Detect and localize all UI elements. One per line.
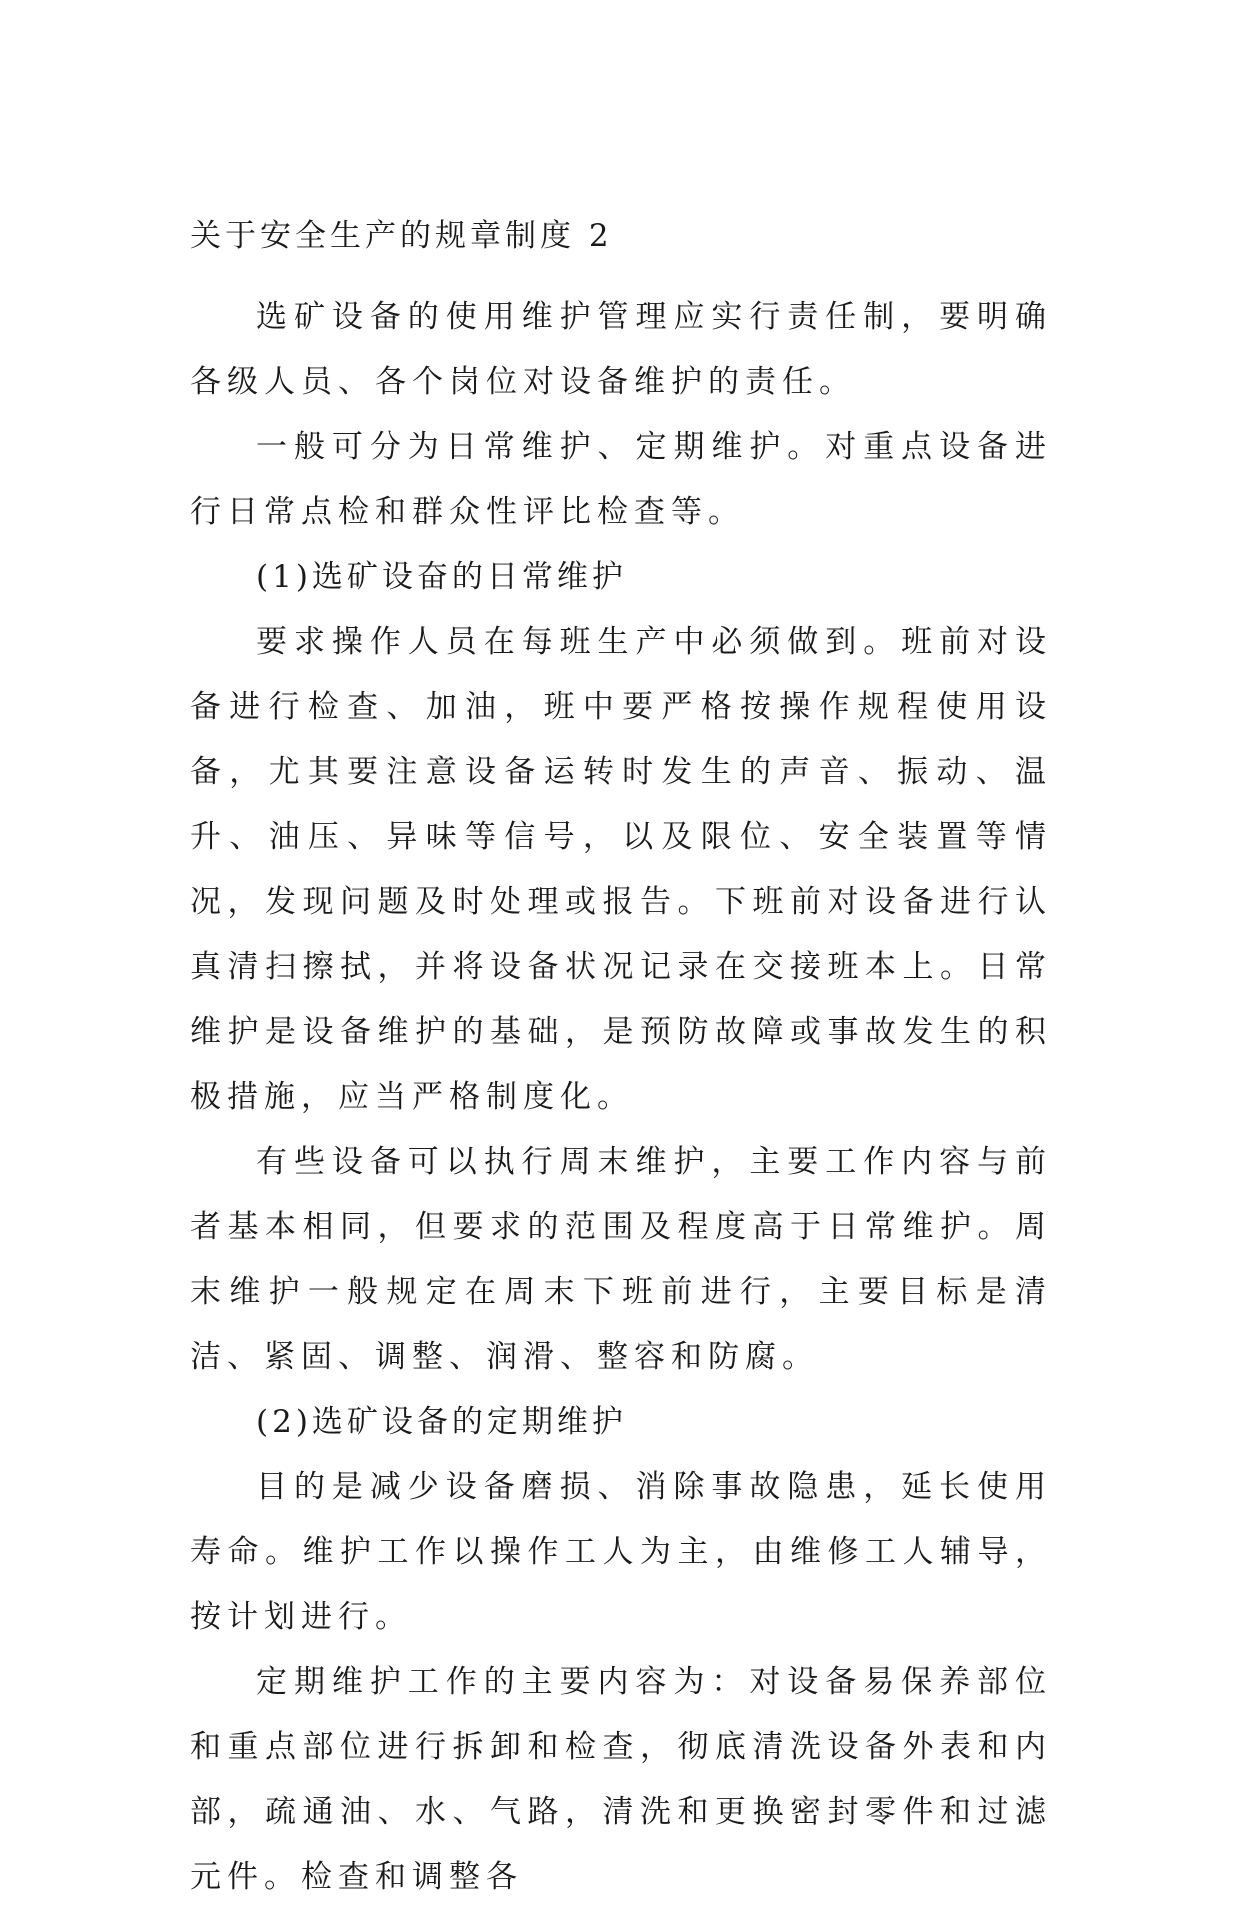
document-title: 关于安全生产的规章制度 2 [190,218,613,254]
document-page [190,216,1052,1910]
paragraph-maintenance-types: 一般可分为日常维护、定期维护。对重点设备进行日常点检和群众性评比检查等。 [190,429,1052,530]
paragraph-daily-maintenance: 要求操作人员在每班生产中必须做到。班前对设备进行检查、加油，班中要严格按操作规程使用设备，尤其要注意设备运转时发生的声音、振动、温升、油压、异味等信号，以及限位、安全装置等情况，发现问题及时处理或报告。下班前对设备进行认真清扫擦拭，并将设备状况记录在交接班本上。日常维护是设备维护的基础，是预防故障或事故发生的积极措施，应当严格制度化。 [190,624,1052,1115]
section-heading-periodic-maintenance: (2)选矿设备的定期维护 [256,1404,627,1440]
section-heading-daily-maintenance: (1)选矿设奋的日常维护 [256,559,627,595]
paragraph-periodic-purpose: 目的是减少设备磨损、消除事故隐患，延长使用寿命。维护工作以操作工人为主，由维修工人辅导，按计划进行。 [190,1469,1052,1635]
paragraph-weekend-maintenance: 有些设备可以执行周末维护，主要工作内容与前者基本相同，但要求的范围及程度高于日常维护。周末维护一般规定在周末下班前进行，主要目标是清洁、紧固、调整、润滑、整容和防腐。 [190,1144,1052,1375]
paragraph-responsibility: 选矿设备的使用维护管理应实行责任制，要明确各级人员、各个岗位对设备维护的责任。 [190,299,1052,400]
paragraph-periodic-content: 定期维护工作的主要内容为：对设备易保养部位和重点部位进行拆卸和检查，彻底清洗设备外表和内部，疏通油、水、气路，清洗和更换密封零件和过滤元件。检查和调整各 [190,1664,1052,1895]
